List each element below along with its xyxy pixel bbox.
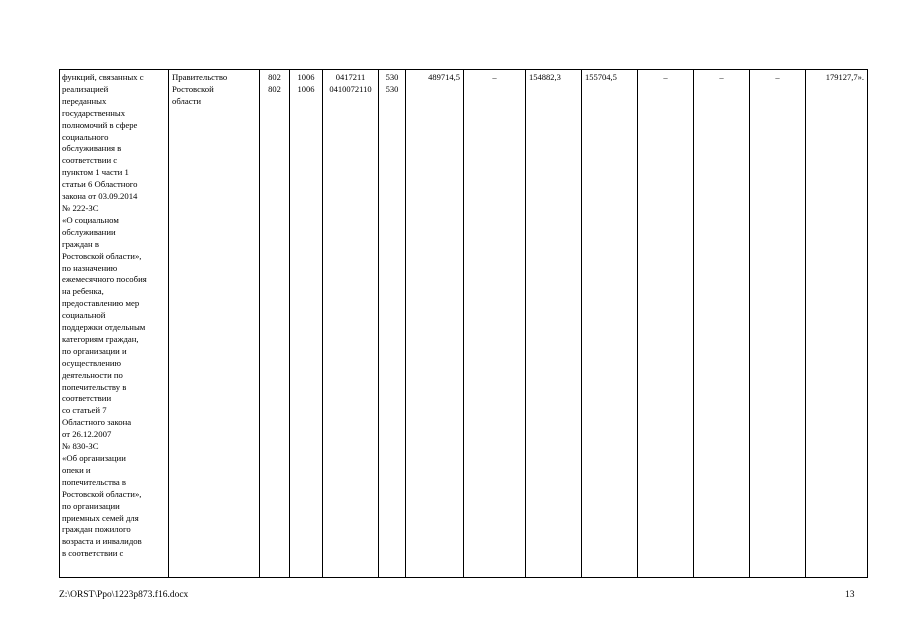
text-line: категориям граждан,	[62, 333, 139, 344]
text-line: функций, связанных с	[62, 72, 144, 82]
text-line: поддержки отдельным	[62, 322, 146, 333]
text-line: «Об организации	[62, 453, 126, 463]
total-cell: 489714,5	[406, 70, 464, 578]
text-line: статьи 6 Областного	[62, 179, 138, 190]
text-line: от 26.12.2007	[62, 429, 112, 440]
section-code: 1006	[297, 83, 315, 94]
footer-file-path: Z:\ORST\Ppo\1223p873.f16.docx	[59, 590, 189, 600]
ministry-code: 802	[268, 72, 281, 82]
text-line: реализацией	[62, 83, 109, 94]
text-line: полномочий в сфере	[62, 119, 138, 130]
target-code: 0417211	[335, 72, 366, 82]
value-cell-a: –	[464, 70, 526, 578]
text-line: соответствии с	[62, 155, 118, 166]
text-line: Правительство	[172, 72, 228, 82]
text-line: по назначению	[62, 262, 118, 273]
text-line: закона от 03.09.2014	[62, 191, 138, 202]
text-line: социального	[62, 131, 109, 142]
value-cell-c: 155704,5	[582, 70, 638, 578]
text-line: области	[172, 95, 202, 106]
target-code: 0410072110	[329, 83, 372, 94]
page-number: 13	[845, 590, 855, 600]
text-line: социальной	[62, 310, 106, 321]
text-line: № 222-ЗС	[62, 202, 99, 213]
text-line: обслуживания в	[62, 143, 122, 154]
text-line: в соответствии с	[62, 548, 124, 559]
budget-table	[59, 69, 868, 578]
text-line: по организации и	[62, 345, 127, 356]
text-line: на ребенка,	[62, 286, 104, 297]
text-line: предоставлению мер	[62, 298, 140, 309]
target-code-cell	[323, 70, 379, 578]
text-line: соответствии	[62, 393, 112, 404]
text-line: «О социальном	[62, 214, 119, 225]
organization-cell	[169, 70, 260, 578]
text-line: Ростовской области»,	[62, 488, 142, 499]
value-cell-d: –	[638, 70, 694, 578]
text-line: Ростовской области»,	[62, 250, 142, 261]
ministry-code: 802	[268, 83, 281, 94]
text-line: Ростовской	[172, 83, 214, 94]
text-line: ежемесячного пособия	[62, 274, 147, 285]
text-line: приемных семей для	[62, 512, 139, 523]
expense-type-cell	[379, 70, 406, 578]
text-line: попечительства в	[62, 476, 127, 487]
value-cell-b: 154882,3	[526, 70, 582, 578]
description-cell	[60, 70, 169, 578]
ministry-code-cell	[260, 70, 290, 578]
value-cell-g: 179127,7».	[806, 70, 868, 578]
text-line: по организации	[62, 500, 120, 511]
text-line: попечительству в	[62, 381, 127, 392]
text-line: со статьей 7	[62, 405, 107, 416]
text-line: опеки и	[62, 464, 91, 475]
text-line: обслуживании	[62, 226, 116, 237]
value-cell-e: –	[694, 70, 750, 578]
text-line: Областного закона	[62, 417, 132, 428]
text-line: деятельности по	[62, 369, 123, 380]
text-line: осуществлению	[62, 357, 122, 368]
expense-type: 530	[385, 72, 399, 82]
text-line: граждан в	[62, 238, 99, 249]
text-line: граждан пожилого	[62, 524, 131, 535]
text-line: пунктом 1 части 1	[62, 167, 129, 178]
section-code: 1006	[297, 72, 315, 82]
value-cell-f: –	[750, 70, 806, 578]
text-line: переданных	[62, 95, 107, 106]
expense-type: 530	[385, 83, 399, 94]
text-line: № 830-ЗС	[62, 441, 99, 452]
text-line: возраста и инвалидов	[62, 536, 142, 547]
section-code-cell	[290, 70, 323, 578]
text-line: государственных	[62, 107, 126, 118]
table-row	[60, 70, 868, 578]
